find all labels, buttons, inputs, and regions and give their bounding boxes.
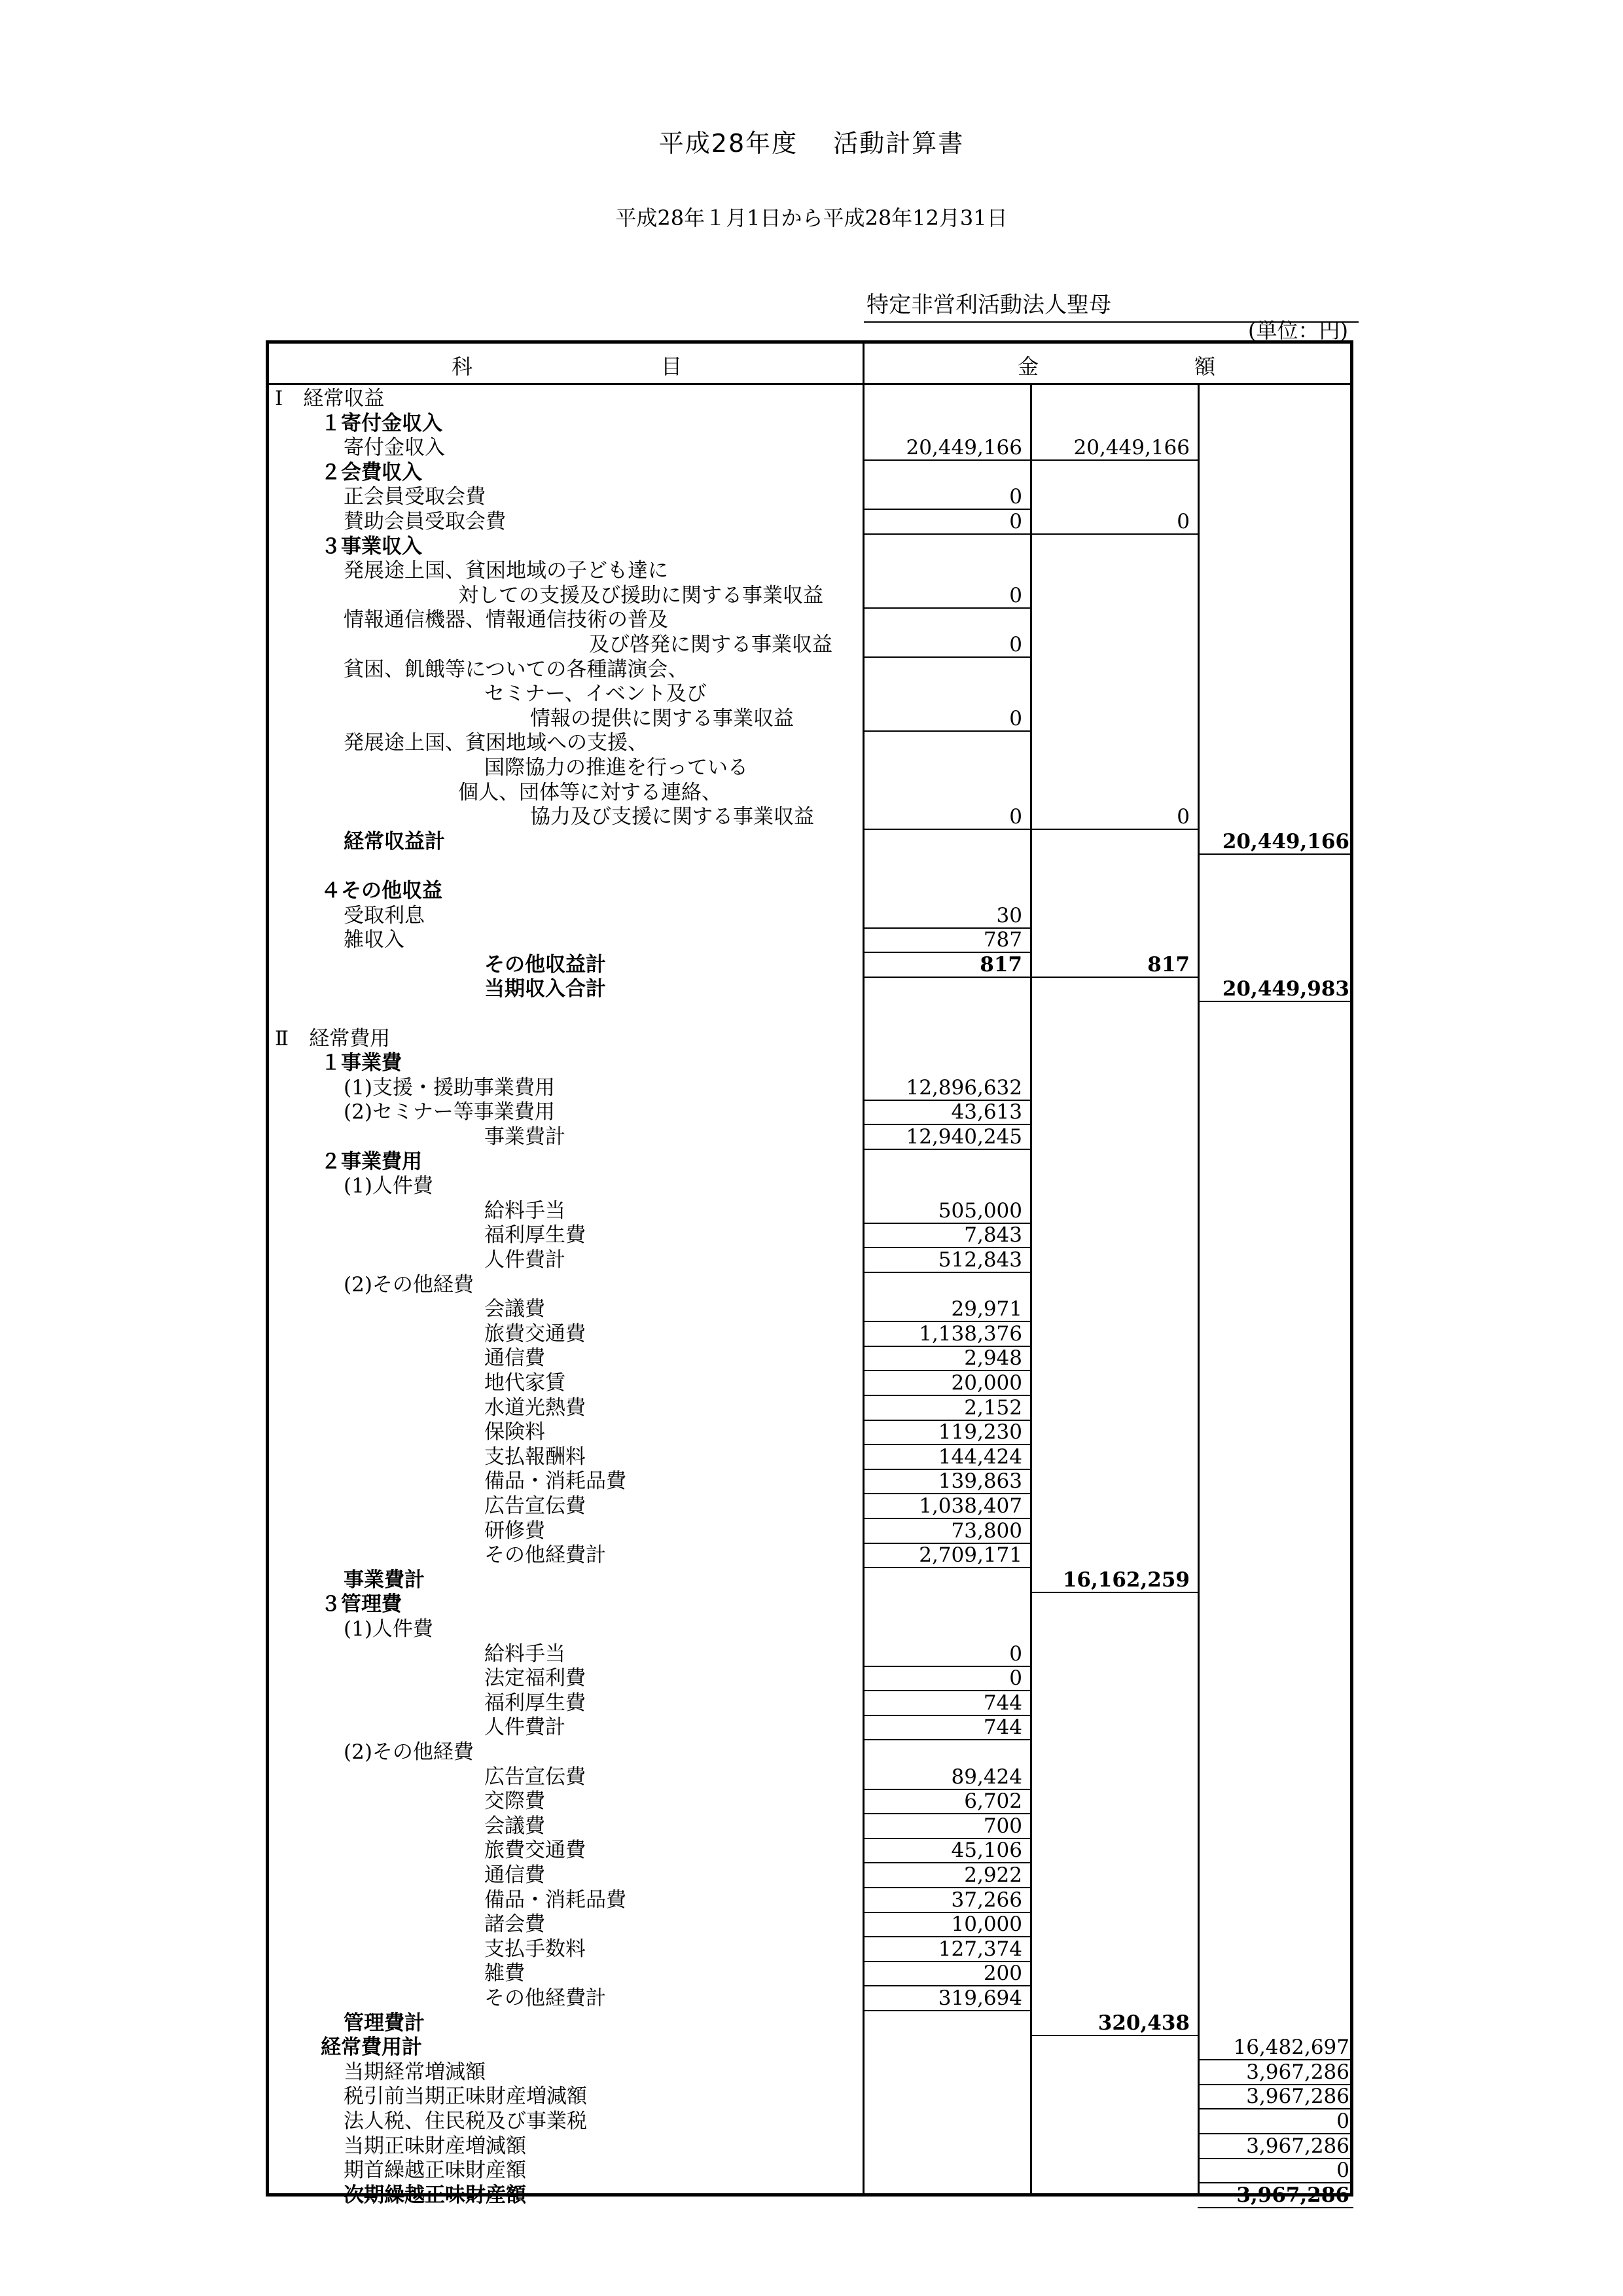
row-label: 賛助会員受取会費 [344,510,506,533]
table-row [0,2134,1623,2159]
table-row [0,1124,1623,1149]
amount-c1: 7,843 [964,1223,1022,1247]
table-row [0,1641,1623,1666]
row-label: 会議費 [484,1814,545,1838]
row-label: １寄付金収入 [321,412,442,435]
table-row [0,1789,1623,1814]
table-row [0,1666,1623,1691]
amount-c1: 0 [1009,485,1022,509]
amount-c3: 20,449,166 [1222,830,1349,853]
amount-c1: 20,449,166 [906,436,1022,459]
row-label: 地代家賃 [484,1371,565,1395]
table-row [0,2035,1623,2060]
amount-c1: 43,613 [951,1100,1022,1124]
amount-c1: 89,424 [951,1765,1022,1789]
row-label: 税引前当期正味財産増減額 [344,2085,587,2108]
table-row [0,1469,1623,1494]
amount-c1: 6,702 [964,1789,1022,1813]
amount-c1: 37,266 [951,1888,1022,1912]
row-label: 情報の提供に関する事業収益 [530,707,794,730]
table-row [0,1223,1623,1247]
table-row [0,1961,1623,1986]
row-label: 人件費計 [484,1248,565,1272]
row-label: 交際費 [484,1789,545,1813]
table-row [0,927,1623,952]
amount-c3: 0 [1336,2109,1349,2133]
table-row [0,386,1623,411]
table-row [0,2011,1623,2036]
table-row [0,1149,1623,1174]
amount-c2: 0 [1177,510,1190,533]
table-row [0,952,1623,977]
row-label: 対しての支援及び援助に関する事業収益 [458,584,823,607]
report-period: 平成28年１月1日から平成28年12月31日 [615,206,1008,230]
row-label: 通信費 [484,1346,545,1370]
row-label: 法定福利費 [484,1666,586,1690]
row-label: 経常収益計 [344,830,445,853]
row-label: その他経費計 [484,1986,606,2010]
row-label: (2)その他経費 [344,1273,474,1297]
amount-c3: 3,967,286 [1246,2085,1349,2108]
table-row [0,607,1623,632]
amount-c1: 200 [983,1962,1022,1985]
table-row [0,829,1623,854]
amount-c1: 744 [983,1715,1022,1739]
row-label: 及び啓発に関する事業収益 [589,633,832,656]
table-row [0,706,1623,731]
table-row [0,2183,1623,2208]
amount-c1: 10,000 [951,1912,1022,1936]
amount-c1: 0 [1009,584,1022,607]
row-label: 事業費計 [344,1568,425,1592]
amount-c1: 700 [983,1814,1022,1838]
row-label: 水道光熱費 [484,1396,586,1420]
unit-label: (単位：円) [1248,318,1348,343]
row-label: 雑費 [484,1962,525,1985]
table-row [0,1297,1623,1321]
table-row [0,558,1623,583]
row-label: その他収益計 [484,953,606,977]
table-row [0,1691,1623,1715]
row-label: 備品・消耗品費 [484,1888,626,1912]
row-label: その他経費計 [484,1543,606,1567]
amount-c1: 2,948 [964,1346,1022,1370]
row-label: セミナー、イベント及び [484,682,707,706]
row-label: 給料手当 [484,1199,565,1223]
table-row [0,1986,1623,2011]
row-label: 支払報酬料 [484,1445,586,1469]
amount-c1: 139,863 [938,1469,1022,1493]
row-label: 発展途上国、貧困地域の子ども達に [344,559,668,583]
row-label: 当期正味財産増減額 [344,2134,526,2158]
row-label: 広告宣伝費 [484,1765,586,1789]
row-label: 広告宣伝費 [484,1494,586,1518]
amount-c1: 0 [1009,633,1022,656]
row-label: 通信費 [484,1863,545,1887]
amount-c3: 0 [1336,2159,1349,2182]
table-row [0,730,1623,755]
row-label: 当期収入合計 [484,977,606,1001]
row-label: 旅費交通費 [484,1322,586,1346]
row-label: 福利厚生費 [484,1691,586,1715]
amount-c1: 0 [1009,1642,1022,1666]
amount-c2: 320,438 [1097,2011,1190,2035]
amount-c2: 16,162,259 [1062,1568,1190,1592]
table-row [0,2084,1623,2109]
amount-c1: 2,152 [964,1396,1022,1420]
row-label: (1)人件費 [344,1617,433,1641]
amount-c1: 30 [996,904,1022,927]
amount-c1: 12,896,632 [906,1076,1022,1100]
row-label: (2)セミナー等事業費用 [344,1100,555,1124]
table-row [0,853,1623,878]
row-label: 次期繰越正味財産額 [344,2183,526,2207]
table-row [0,2060,1623,2085]
row-label: 福利厚生費 [484,1223,586,1247]
amount-c1: 12,940,245 [906,1125,1022,1149]
table-row [0,681,1623,706]
amount-c1: 20,000 [951,1371,1022,1395]
amount-c1: 512,843 [938,1248,1022,1272]
amount-c3: 20,449,983 [1222,977,1349,1001]
table-row [0,1198,1623,1223]
amount-c1: 119,230 [938,1420,1022,1444]
row-label: 備品・消耗品費 [484,1469,626,1493]
table-row [0,460,1623,485]
table-row [0,632,1623,657]
table-row [0,1814,1623,1839]
row-label: ４その他収益 [321,879,442,903]
table-row [0,1272,1623,1297]
amount-c1: 2,922 [964,1863,1022,1887]
amount-underline [1198,2207,1353,2208]
amount-c1: 744 [983,1691,1022,1715]
row-label: (1)人件費 [344,1174,433,1198]
table-row [0,657,1623,682]
amount-c3: 3,967,286 [1246,2134,1349,2158]
table-row [0,534,1623,559]
amount-c1: 127,374 [938,1937,1022,1961]
amount-c1: 29,971 [951,1297,1022,1321]
row-label: Ⅰ 経常収益 [275,387,385,410]
table-row [0,780,1623,805]
row-label: Ⅱ 経常費用 [275,1027,391,1050]
table-row [0,1937,1623,1962]
row-label: 管理費計 [344,2011,425,2035]
row-label: ３管理費 [321,1592,402,1616]
row-label: 人件費計 [484,1715,565,1739]
row-label: (1)支援・援助事業費用 [344,1076,555,1100]
row-label: 期首繰越正味財産額 [344,2159,526,2182]
amount-c3: 3,967,286 [1246,2060,1349,2084]
table-row [0,435,1623,460]
amount-c1: 0 [1009,1666,1022,1690]
table-row [0,1568,1623,1592]
row-label: 個人、団体等に対する連絡、 [458,781,722,804]
row-label: 事業費計 [484,1125,565,1149]
table-row [0,878,1623,903]
table-row [0,1321,1623,1346]
table-row [0,1174,1623,1198]
table-row [0,903,1623,928]
row-label: 保険料 [484,1420,545,1444]
table-row [0,1592,1623,1617]
amount-c1: 45,106 [951,1839,1022,1862]
amount-c1: 319,694 [938,1986,1022,2010]
table-row [0,1075,1623,1100]
table-row [0,411,1623,436]
table-row [0,1420,1623,1444]
row-label: １事業費 [321,1051,402,1075]
amount-c1: 2,709,171 [919,1543,1022,1567]
table-row [0,1543,1623,1568]
row-label: 国際協力の推進を行っている [484,756,748,780]
amount-c1: 817 [980,953,1022,977]
row-label: 法人税、住民税及び事業税 [344,2109,587,2133]
table-row [0,2158,1623,2183]
amount-c1: 0 [1009,805,1022,829]
amount-c1: 505,000 [938,1199,1022,1223]
amount-c1: 1,138,376 [919,1322,1022,1346]
table-row [0,755,1623,780]
table-row [0,1001,1623,1026]
table-row [0,1715,1623,1740]
row-label: 会議費 [484,1297,545,1321]
row-label: (2)その他経費 [344,1740,474,1764]
row-label: 給料手当 [484,1642,565,1666]
table-row [0,1740,1623,1765]
row-label: 発展途上国、貧困地域への支援、 [344,731,648,755]
table-row [0,1765,1623,1789]
table-row [0,484,1623,509]
amount-c2: 817 [1147,953,1190,977]
amount-c1: 787 [983,928,1022,952]
row-label: 旅費交通費 [484,1839,586,1862]
row-label: 寄付金収入 [344,436,445,459]
table-row [0,804,1623,829]
row-label: 諸会費 [484,1912,545,1936]
table-row [0,2109,1623,2134]
row-label: 正会員受取会費 [344,485,486,509]
table-row [0,509,1623,534]
table-header-line [266,383,1353,385]
header-amount-a: 金 [1018,354,1039,379]
table-row [0,1346,1623,1371]
amount-c2: 20,449,166 [1073,436,1190,459]
row-label: 支払手数料 [484,1937,586,1961]
header-item-a: 科 [452,354,473,379]
amount-c1: 1,038,407 [919,1494,1022,1518]
table-row [0,1444,1623,1469]
table-row [0,1838,1623,1863]
organization-name: 特定非営利活動法人聖母 [864,287,1359,323]
table-row [0,1863,1623,1888]
amount-c1: 0 [1009,707,1022,730]
document-title: 平成28年度 活動計算書 [658,129,965,158]
row-label: 受取利息 [344,904,425,927]
table-row [0,1395,1623,1420]
row-label: 情報通信機器、情報通信技術の普及 [344,608,668,632]
row-label: ２会費収入 [321,461,422,484]
table-row [0,1100,1623,1124]
amount-c3: 3,967,286 [1236,2183,1349,2207]
row-label: 当期経常増減額 [344,2060,486,2084]
table-row [0,1912,1623,1937]
amount-c2: 0 [1177,805,1190,829]
amount-c3: 16,482,697 [1233,2036,1349,2059]
header-amount-b: 額 [1194,354,1216,379]
amount-c1: 73,800 [951,1519,1022,1543]
table-row [0,1494,1623,1518]
row-label: ２事業費用 [321,1150,422,1174]
table-row [0,1371,1623,1395]
table-row [0,1026,1623,1051]
table-row [0,977,1623,1001]
table-row [0,1247,1623,1272]
row-label: 雑収入 [344,928,404,952]
amount-c1: 144,424 [938,1445,1022,1469]
table-row [0,1050,1623,1075]
table-row [0,1888,1623,1912]
row-label: 協力及び支援に関する事業収益 [530,805,814,829]
row-label: 研修費 [484,1519,545,1543]
header-item-b: 目 [661,354,683,379]
table-row [0,583,1623,608]
row-label: ３事業収入 [321,535,422,558]
table-row [0,1617,1623,1641]
row-label: 貧困、飢餓等についての各種講演会、 [344,658,688,681]
amount-c1: 0 [1009,510,1022,533]
table-row [0,1518,1623,1543]
row-label: 経常費用計 [321,2036,422,2059]
